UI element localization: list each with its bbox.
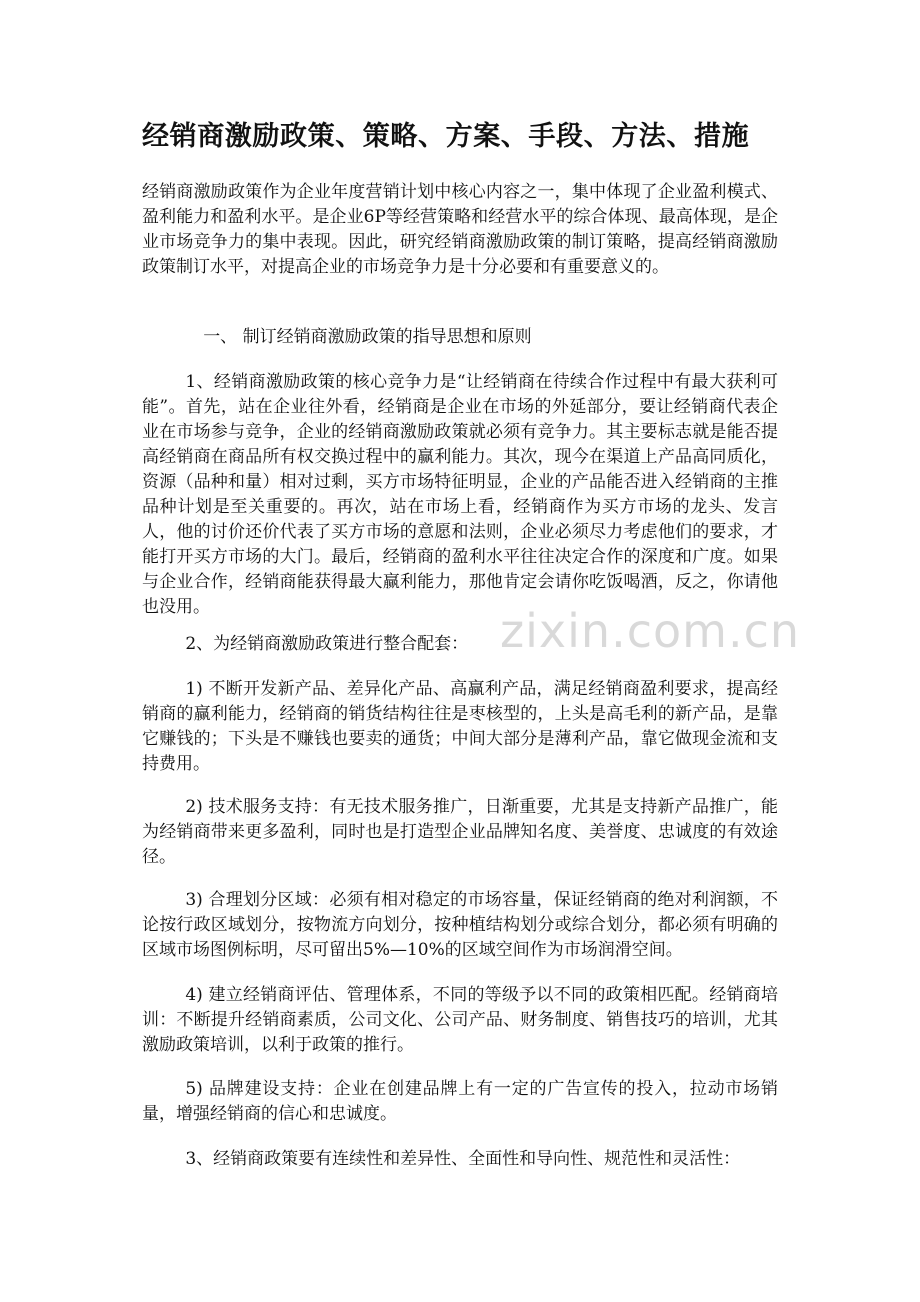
document-title: 经销商激励政策、策略、方案、手段、方法、措施 (142, 121, 750, 152)
list-item: 2) 技术服务支持：有无技术服务推广，日渐重要，尤其是支持新产品推广，能为经销商带来更多盈利，同时也是打造型企业品牌知名度、美誉度、忠诚度的有效途径。 (142, 797, 778, 867)
section-heading: 一、 制订经销商激励政策的指导思想和原则 (203, 327, 532, 347)
list-item: 5) 品牌建设支持：企业在创建品牌上有一定的广告宣传的投入，拉动市场销量，增强经销商的信心和忠诚度。 (142, 1079, 778, 1124)
list-item: 3) 合理划分区域：必须有相对稳定的市场容量，保证经销商的绝对利润额，不论按行政区域划分，按物流方向划分，按种植结构划分或综合划分，都必须有明确的区域市场图例标明，尽可留出5%—10%的区域空间作为市场润滑空间。 (142, 890, 778, 960)
body-paragraph: 3、经销商政策要有连续性和差异性、全面性和导向性、规范性和灵活性： (185, 1149, 741, 1169)
body-paragraph: 2、为经销商激励政策进行整合配套： (185, 634, 469, 654)
list-item: 1) 不断开发新产品、差异化产品、高赢利产品，满足经销商盈利要求，提高经销商的赢利能力，经销商的销货结构往往是枣核型的，上头是高毛利的新产品，是靠它赚钱的；下头是不赚钱也要卖的通货；中间大部分是薄利产品，靠它做现金流和支持费用。 (142, 679, 778, 774)
body-paragraph: 1、经销商激励政策的核心竞争力是“让经销商在待续合作过程中有最大获利可能”。首先，站在企业往外看，经销商是企业在市场的外延部分，要让经销商代表企业在市场参与竞争，企业的经销商激励政策就必须有竞争力。其主要标志就是能否提高经销商在商品所有权交换过程中的赢利能力。其次，现今在渠道上产品高同质化，资源（品种和量）相对过剩，买方市场特征明显，企业的产品能否进入经销商的主推品种计划是至关重要的。再次，站在市场上看，经销商作为买方市场的龙头、发言人，他的讨价还价代表了买方市场的意愿和法则，企业必须尽力考虑他们的要求，才能打开买方市场的大门。最后，经销商的盈利水平往往决定合作的深度和广度。如果与企业合作，经销商能获得最大赢利能力，那他肯定会请你吃饭喝酒，反之，你请他也没用。 (142, 372, 778, 617)
intro-paragraph: 经销商激励政策作为企业年度营销计划中核心内容之一，集中体现了企业盈利模式、盈利能力和盈利水平。是企业6P等经营策略和经营水平的综合体现、最高体现，是企业市场竞争力的集中表现。因此，研究经销商激励政策的制订策略，提高经销商激励政策制订水平，对提高企业的市场竞争力是十分必要和有重要意义的。 (142, 182, 778, 277)
list-item: 4) 建立经销商评估、管理体系，不同的等级予以不同的政策相匹配。经销商培训：不断提升经销商素质，公司文化、公司产品、财务制度、销售技巧的培训，尤其激励政策培训，以利于政策的推行。 (142, 985, 778, 1055)
watermark: zixin.com.cn (500, 604, 801, 658)
